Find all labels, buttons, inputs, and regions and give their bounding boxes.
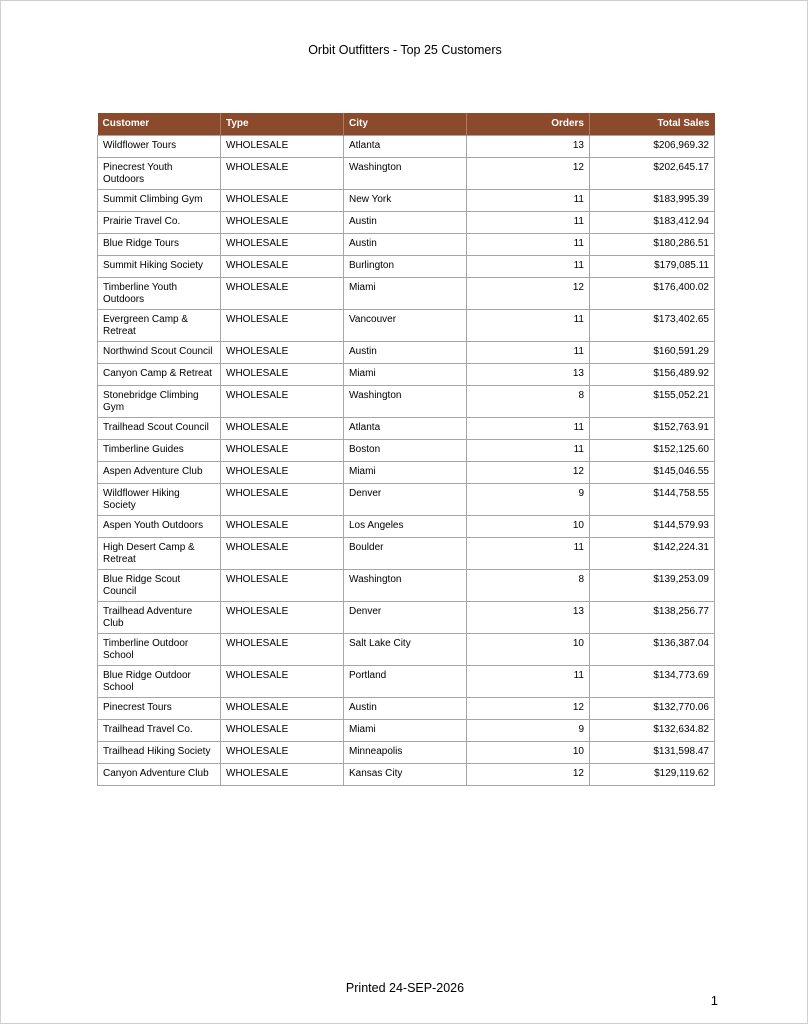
cell-customer: Blue Ridge Tours bbox=[98, 233, 221, 255]
cell-orders: 12 bbox=[467, 697, 590, 719]
cell-orders: 11 bbox=[467, 255, 590, 277]
printed-date: Printed 24-SEP-2026 bbox=[345, 981, 465, 995]
cell-customer: Canyon Adventure Club bbox=[98, 763, 221, 785]
cell-orders: 11 bbox=[467, 189, 590, 211]
cell-orders: 11 bbox=[467, 309, 590, 341]
cell-total-sales: $173,402.65 bbox=[590, 309, 715, 341]
customers-table bbox=[97, 113, 715, 786]
cell-total-sales: $183,995.39 bbox=[590, 189, 715, 211]
cell-city: Miami bbox=[344, 461, 467, 483]
cell-type: WHOLESALE bbox=[221, 341, 344, 363]
cell-total-sales: $179,085.11 bbox=[590, 255, 715, 277]
cell-type: WHOLESALE bbox=[221, 483, 344, 515]
cell-city: Washington bbox=[344, 569, 467, 601]
cell-type: WHOLESALE bbox=[221, 537, 344, 569]
cell-type: WHOLESALE bbox=[221, 385, 344, 417]
cell-type: WHOLESALE bbox=[221, 719, 344, 741]
cell-total-sales: $134,773.69 bbox=[590, 665, 715, 697]
cell-orders: 13 bbox=[467, 363, 590, 385]
cell-customer: Trailhead Hiking Society bbox=[98, 741, 221, 763]
cell-customer: High Desert Camp & Retreat bbox=[98, 537, 221, 569]
cell-customer: Trailhead Adventure Club bbox=[98, 601, 221, 633]
cell-type: WHOLESALE bbox=[221, 233, 344, 255]
cell-type: WHOLESALE bbox=[221, 255, 344, 277]
cell-customer: Aspen Adventure Club bbox=[98, 461, 221, 483]
cell-city: Boston bbox=[344, 439, 467, 461]
table-row bbox=[98, 189, 715, 211]
table-row bbox=[98, 439, 715, 461]
table-row bbox=[98, 255, 715, 277]
table-row bbox=[98, 537, 715, 569]
cell-city: New York bbox=[344, 189, 467, 211]
cell-city: Atlanta bbox=[344, 135, 467, 157]
cell-orders: 10 bbox=[467, 633, 590, 665]
cell-orders: 11 bbox=[467, 233, 590, 255]
cell-orders: 9 bbox=[467, 483, 590, 515]
cell-orders: 11 bbox=[467, 537, 590, 569]
cell-type: WHOLESALE bbox=[221, 439, 344, 461]
cell-customer: Timberline Guides bbox=[98, 439, 221, 461]
cell-city: Kansas City bbox=[344, 763, 467, 785]
cell-orders: 9 bbox=[467, 719, 590, 741]
cell-customer: Aspen Youth Outdoors bbox=[98, 515, 221, 537]
cell-type: WHOLESALE bbox=[221, 277, 344, 309]
cell-orders: 11 bbox=[467, 439, 590, 461]
cell-customer: Pinecrest Tours bbox=[98, 697, 221, 719]
column-header-orders: Orders bbox=[467, 113, 590, 135]
cell-customer: Summit Hiking Society bbox=[98, 255, 221, 277]
cell-type: WHOLESALE bbox=[221, 515, 344, 537]
cell-city: Denver bbox=[344, 483, 467, 515]
cell-orders: 13 bbox=[467, 601, 590, 633]
cell-total-sales: $138,256.77 bbox=[590, 601, 715, 633]
cell-customer: Prairie Travel Co. bbox=[98, 211, 221, 233]
table-row bbox=[98, 697, 715, 719]
table-row bbox=[98, 763, 715, 785]
table-row bbox=[98, 157, 715, 189]
column-header-customer: Customer bbox=[98, 113, 221, 135]
cell-total-sales: $180,286.51 bbox=[590, 233, 715, 255]
cell-orders: 10 bbox=[467, 515, 590, 537]
table-row bbox=[98, 461, 715, 483]
cell-customer: Timberline Youth Outdoors bbox=[98, 277, 221, 309]
cell-orders: 11 bbox=[467, 665, 590, 697]
table-row bbox=[98, 665, 715, 697]
table-row bbox=[98, 309, 715, 341]
cell-customer: Pinecrest Youth Outdoors bbox=[98, 157, 221, 189]
cell-city: Austin bbox=[344, 697, 467, 719]
cell-type: WHOLESALE bbox=[221, 417, 344, 439]
cell-total-sales: $176,400.02 bbox=[590, 277, 715, 309]
cell-customer: Blue Ridge Scout Council bbox=[98, 569, 221, 601]
cell-customer: Blue Ridge Outdoor School bbox=[98, 665, 221, 697]
cell-total-sales: $144,758.55 bbox=[590, 483, 715, 515]
cell-total-sales: $129,119.62 bbox=[590, 763, 715, 785]
cell-total-sales: $202,645.17 bbox=[590, 157, 715, 189]
cell-customer: Trailhead Travel Co. bbox=[98, 719, 221, 741]
cell-type: WHOLESALE bbox=[221, 363, 344, 385]
cell-total-sales: $136,387.04 bbox=[590, 633, 715, 665]
cell-city: Miami bbox=[344, 277, 467, 309]
table-row bbox=[98, 233, 715, 255]
cell-total-sales: $144,579.93 bbox=[590, 515, 715, 537]
cell-city: Miami bbox=[344, 719, 467, 741]
cell-total-sales: $132,770.06 bbox=[590, 697, 715, 719]
cell-total-sales: $206,969.32 bbox=[590, 135, 715, 157]
cell-total-sales: $152,763.91 bbox=[590, 417, 715, 439]
cell-type: WHOLESALE bbox=[221, 741, 344, 763]
cell-city: Miami bbox=[344, 363, 467, 385]
cell-orders: 12 bbox=[467, 157, 590, 189]
column-header-type: Type bbox=[221, 113, 344, 135]
table-row bbox=[98, 417, 715, 439]
cell-customer: Trailhead Scout Council bbox=[98, 417, 221, 439]
table-row bbox=[98, 601, 715, 633]
cell-orders: 11 bbox=[467, 211, 590, 233]
table-row bbox=[98, 515, 715, 537]
cell-customer: Northwind Scout Council bbox=[98, 341, 221, 363]
cell-type: WHOLESALE bbox=[221, 135, 344, 157]
cell-type: WHOLESALE bbox=[221, 211, 344, 233]
cell-total-sales: $155,052.21 bbox=[590, 385, 715, 417]
cell-type: WHOLESALE bbox=[221, 601, 344, 633]
table-body bbox=[98, 135, 715, 785]
cell-orders: 12 bbox=[467, 763, 590, 785]
table-row bbox=[98, 363, 715, 385]
cell-orders: 8 bbox=[467, 385, 590, 417]
cell-city: Salt Lake City bbox=[344, 633, 467, 665]
cell-total-sales: $142,224.31 bbox=[590, 537, 715, 569]
cell-customer: Summit Climbing Gym bbox=[98, 189, 221, 211]
cell-type: WHOLESALE bbox=[221, 461, 344, 483]
cell-total-sales: $152,125.60 bbox=[590, 439, 715, 461]
table-row bbox=[98, 741, 715, 763]
cell-type: WHOLESALE bbox=[221, 763, 344, 785]
cell-orders: 12 bbox=[467, 277, 590, 309]
table-header-row bbox=[98, 113, 715, 135]
cell-type: WHOLESALE bbox=[221, 189, 344, 211]
cell-type: WHOLESALE bbox=[221, 633, 344, 665]
cell-total-sales: $139,253.09 bbox=[590, 569, 715, 601]
cell-city: Austin bbox=[344, 211, 467, 233]
cell-total-sales: $131,598.47 bbox=[590, 741, 715, 763]
cell-type: WHOLESALE bbox=[221, 665, 344, 697]
cell-city: Los Angeles bbox=[344, 515, 467, 537]
cell-orders: 10 bbox=[467, 741, 590, 763]
cell-city: Atlanta bbox=[344, 417, 467, 439]
cell-type: WHOLESALE bbox=[221, 697, 344, 719]
cell-customer: Timberline Outdoor School bbox=[98, 633, 221, 665]
cell-orders: 8 bbox=[467, 569, 590, 601]
cell-total-sales: $132,634.82 bbox=[590, 719, 715, 741]
cell-city: Minneapolis bbox=[344, 741, 467, 763]
cell-customer: Evergreen Camp & Retreat bbox=[98, 309, 221, 341]
cell-customer: Canyon Camp & Retreat bbox=[98, 363, 221, 385]
cell-city: Portland bbox=[344, 665, 467, 697]
cell-orders: 12 bbox=[467, 461, 590, 483]
cell-total-sales: $183,412.94 bbox=[590, 211, 715, 233]
cell-city: Denver bbox=[344, 601, 467, 633]
cell-total-sales: $160,591.29 bbox=[590, 341, 715, 363]
cell-city: Burlington bbox=[344, 255, 467, 277]
table-row bbox=[98, 135, 715, 157]
cell-orders: 11 bbox=[467, 417, 590, 439]
column-header-total-sales: Total Sales bbox=[590, 113, 715, 135]
table-row bbox=[98, 211, 715, 233]
cell-city: Austin bbox=[344, 233, 467, 255]
cell-orders: 13 bbox=[467, 135, 590, 157]
cell-type: WHOLESALE bbox=[221, 569, 344, 601]
cell-customer: Stonebridge Climbing Gym bbox=[98, 385, 221, 417]
table-row bbox=[98, 719, 715, 741]
table-row bbox=[98, 277, 715, 309]
cell-type: WHOLESALE bbox=[221, 309, 344, 341]
column-header-city: City bbox=[344, 113, 467, 135]
table-row bbox=[98, 633, 715, 665]
cell-city: Washington bbox=[344, 385, 467, 417]
cell-city: Austin bbox=[344, 341, 467, 363]
report-title: Orbit Outfitters - Top 25 Customers bbox=[308, 43, 502, 57]
cell-total-sales: $145,046.55 bbox=[590, 461, 715, 483]
table-row bbox=[98, 569, 715, 601]
table-row bbox=[98, 341, 715, 363]
table-row bbox=[98, 385, 715, 417]
table-row bbox=[98, 483, 715, 515]
cell-city: Washington bbox=[344, 157, 467, 189]
cell-type: WHOLESALE bbox=[221, 157, 344, 189]
cell-orders: 11 bbox=[467, 341, 590, 363]
cell-customer: Wildflower Hiking Society bbox=[98, 483, 221, 515]
cell-total-sales: $156,489.92 bbox=[590, 363, 715, 385]
page-number: 1 bbox=[710, 993, 718, 1008]
cell-city: Boulder bbox=[344, 537, 467, 569]
cell-city: Vancouver bbox=[344, 309, 467, 341]
cell-customer: Wildflower Tours bbox=[98, 135, 221, 157]
